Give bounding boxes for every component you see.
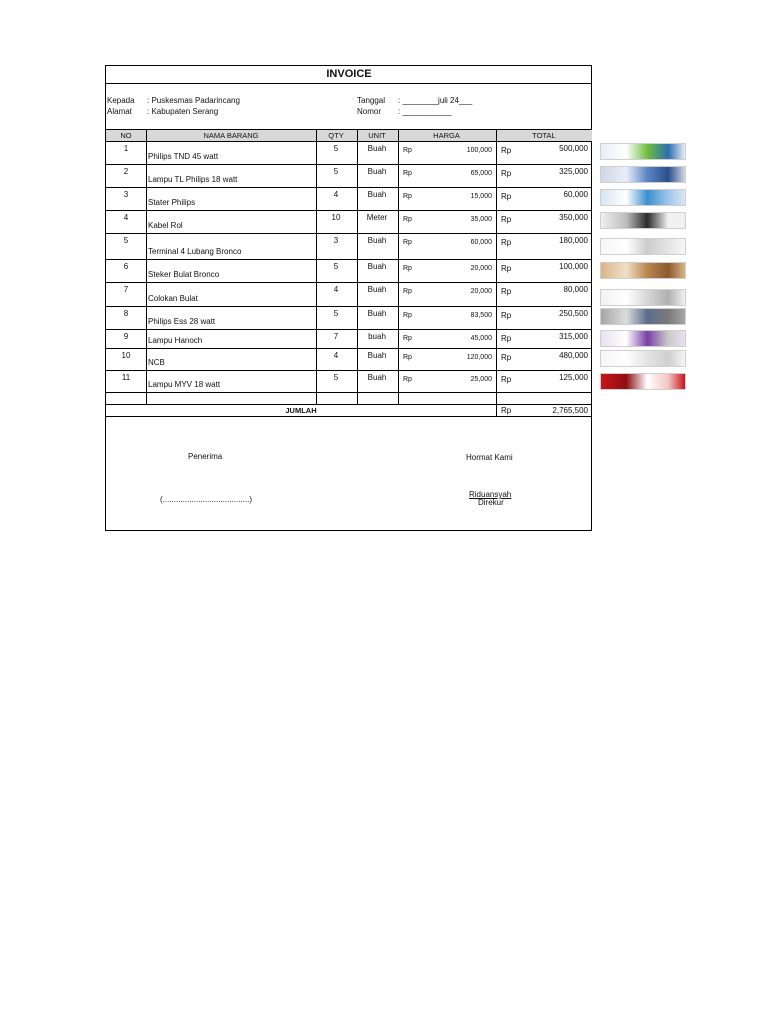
row-unit: Buah — [367, 236, 387, 245]
product-thumbnail — [600, 373, 686, 390]
row-total: 315,000 — [559, 332, 588, 341]
product-thumbnail — [600, 143, 686, 160]
row-price: 100,000 — [466, 147, 492, 154]
jumlah-currency: Rp — [501, 406, 512, 415]
row-item-name: Kabel Rol — [148, 221, 183, 230]
row-unit: Buah — [367, 144, 387, 153]
kepada-label: Kepada — [107, 96, 135, 105]
row-total-currency: Rp — [501, 334, 512, 343]
row-qty: 7 — [333, 332, 339, 341]
product-thumbnail — [600, 189, 686, 206]
product-thumbnail — [600, 238, 686, 255]
row-qty: 5 — [333, 144, 339, 153]
jumlah-total: 2,765,500 — [552, 406, 588, 415]
row-total-currency: Rp — [501, 238, 512, 247]
row-total: 250,500 — [559, 309, 588, 318]
row-price-currency: Rp — [403, 288, 412, 295]
row-unit: Buah — [367, 167, 387, 176]
row-unit: buah — [368, 332, 386, 341]
row-total: 500,000 — [559, 144, 588, 153]
row-qty: 5 — [333, 309, 339, 318]
row-total: 180,000 — [559, 236, 588, 245]
row-item-name: Lampu Hanoch — [148, 336, 203, 345]
row-price: 45,000 — [470, 335, 492, 342]
penerima-blank: (.......................................) — [160, 495, 253, 504]
row-price-currency: Rp — [403, 265, 412, 272]
row-total-currency: Rp — [501, 146, 512, 155]
row-item-name: Colokan Bulat — [148, 294, 198, 303]
row-total-currency: Rp — [501, 375, 512, 384]
tanggal-value: : ________juli 24___ — [398, 96, 473, 105]
signer-role: Direkur — [478, 498, 504, 507]
row-price-currency: Rp — [403, 193, 412, 200]
nomor-label: Nomor — [357, 107, 382, 116]
alamat-value: : Kabupaten Serang — [147, 107, 219, 116]
product-thumbnail — [600, 212, 686, 229]
header-total: TOTAL — [532, 131, 556, 140]
row-price-currency: Rp — [403, 147, 412, 154]
row-price: 60,000 — [470, 239, 492, 246]
row-total: 480,000 — [559, 351, 588, 360]
signer-name: Riduansyah — [469, 490, 512, 499]
row-item-name: Stater Philips — [148, 198, 196, 207]
kepada-value: : Puskesmas Padarincang — [147, 96, 240, 105]
row-total-currency: Rp — [501, 192, 512, 201]
row-price-currency: Rp — [403, 312, 412, 319]
row-qty: 4 — [333, 351, 339, 360]
row-price: 65,000 — [470, 170, 492, 177]
row-total-currency: Rp — [501, 215, 512, 224]
row-unit: Buah — [367, 309, 387, 318]
row-total: 350,000 — [559, 213, 588, 222]
row-price: 83,500 — [470, 312, 492, 319]
row-qty: 3 — [333, 236, 339, 245]
product-thumbnail — [600, 308, 686, 325]
header-qty: QTY — [328, 131, 344, 140]
row-no: 10 — [121, 351, 131, 360]
row-unit: Meter — [366, 213, 388, 222]
row-price: 25,000 — [470, 376, 492, 383]
row-total-currency: Rp — [501, 311, 512, 320]
product-thumbnail — [600, 350, 686, 367]
row-total-currency: Rp — [501, 287, 512, 296]
row-qty: 4 — [333, 190, 339, 199]
row-total: 125,000 — [559, 373, 588, 382]
row-price: 35,000 — [470, 216, 492, 223]
row-unit: Buah — [367, 190, 387, 199]
nomor-value: : ___________ — [398, 107, 452, 116]
product-thumbnail — [600, 289, 686, 306]
row-total: 80,000 — [563, 285, 588, 294]
row-no: 8 — [123, 309, 129, 318]
row-qty: 5 — [333, 262, 339, 271]
row-item-name: Steker Bulat Bronco — [148, 270, 220, 279]
row-no: 5 — [123, 236, 129, 245]
row-item-name: Terminal 4 Lubang Bronco — [148, 247, 242, 256]
row-price: 15,000 — [470, 193, 492, 200]
row-qty: 10 — [331, 213, 341, 222]
row-no: 1 — [123, 144, 129, 153]
product-thumbnail — [600, 330, 686, 347]
row-no: 2 — [123, 167, 129, 176]
header-harga: HARGA — [433, 131, 460, 140]
row-no: 3 — [123, 190, 129, 199]
row-price: 20,000 — [470, 265, 492, 272]
row-price-currency: Rp — [403, 216, 412, 223]
row-item-name: NCB — [148, 358, 165, 367]
row-qty: 5 — [333, 167, 339, 176]
row-no: 6 — [123, 262, 129, 271]
table-header — [106, 129, 592, 142]
header-unit: UNIT — [368, 131, 386, 140]
row-price-currency: Rp — [403, 376, 412, 383]
product-thumbnail — [600, 262, 686, 279]
row-unit: Buah — [367, 373, 387, 382]
row-item-name: Lampu MYV 18 watt — [148, 380, 221, 389]
row-total: 60,000 — [563, 190, 588, 199]
row-total-currency: Rp — [501, 169, 512, 178]
row-unit: Buah — [367, 262, 387, 271]
tanggal-label: Tanggal — [357, 96, 386, 105]
row-price-currency: Rp — [403, 239, 412, 246]
row-total: 325,000 — [559, 167, 588, 176]
row-item-name: Philips Ess 28 watt — [148, 317, 216, 326]
row-qty: 4 — [333, 285, 339, 294]
row-total-currency: Rp — [501, 353, 512, 362]
row-price: 120,000 — [466, 354, 492, 361]
row-price: 20,000 — [470, 288, 492, 295]
row-no: 11 — [121, 373, 131, 382]
header-no: NO — [120, 131, 132, 140]
jumlah-label: JUMLAH — [285, 406, 317, 415]
row-no: 7 — [123, 285, 129, 294]
row-item-name: Philips TND 45 watt — [148, 152, 219, 161]
alamat-label: Alamat — [107, 107, 132, 116]
row-price-currency: Rp — [403, 170, 412, 177]
product-thumbnail — [600, 166, 686, 183]
invoice-title: INVOICE — [106, 66, 592, 84]
header-nama-barang: NAMA BARANG — [203, 131, 259, 140]
hormat-kami-label: Hormat Kami — [466, 453, 513, 462]
row-no: 4 — [123, 213, 129, 222]
row-price-currency: Rp — [403, 335, 412, 342]
row-price-currency: Rp — [403, 354, 412, 361]
row-item-name: Lampu TL Philips 18 watt — [148, 175, 238, 184]
row-total-currency: Rp — [501, 264, 512, 273]
row-total: 100,000 — [559, 262, 588, 271]
row-no: 9 — [123, 332, 129, 341]
row-qty: 5 — [333, 373, 339, 382]
penerima-label: Penerima — [188, 452, 223, 461]
row-unit: Buah — [367, 351, 387, 360]
row-unit: Buah — [367, 285, 387, 294]
